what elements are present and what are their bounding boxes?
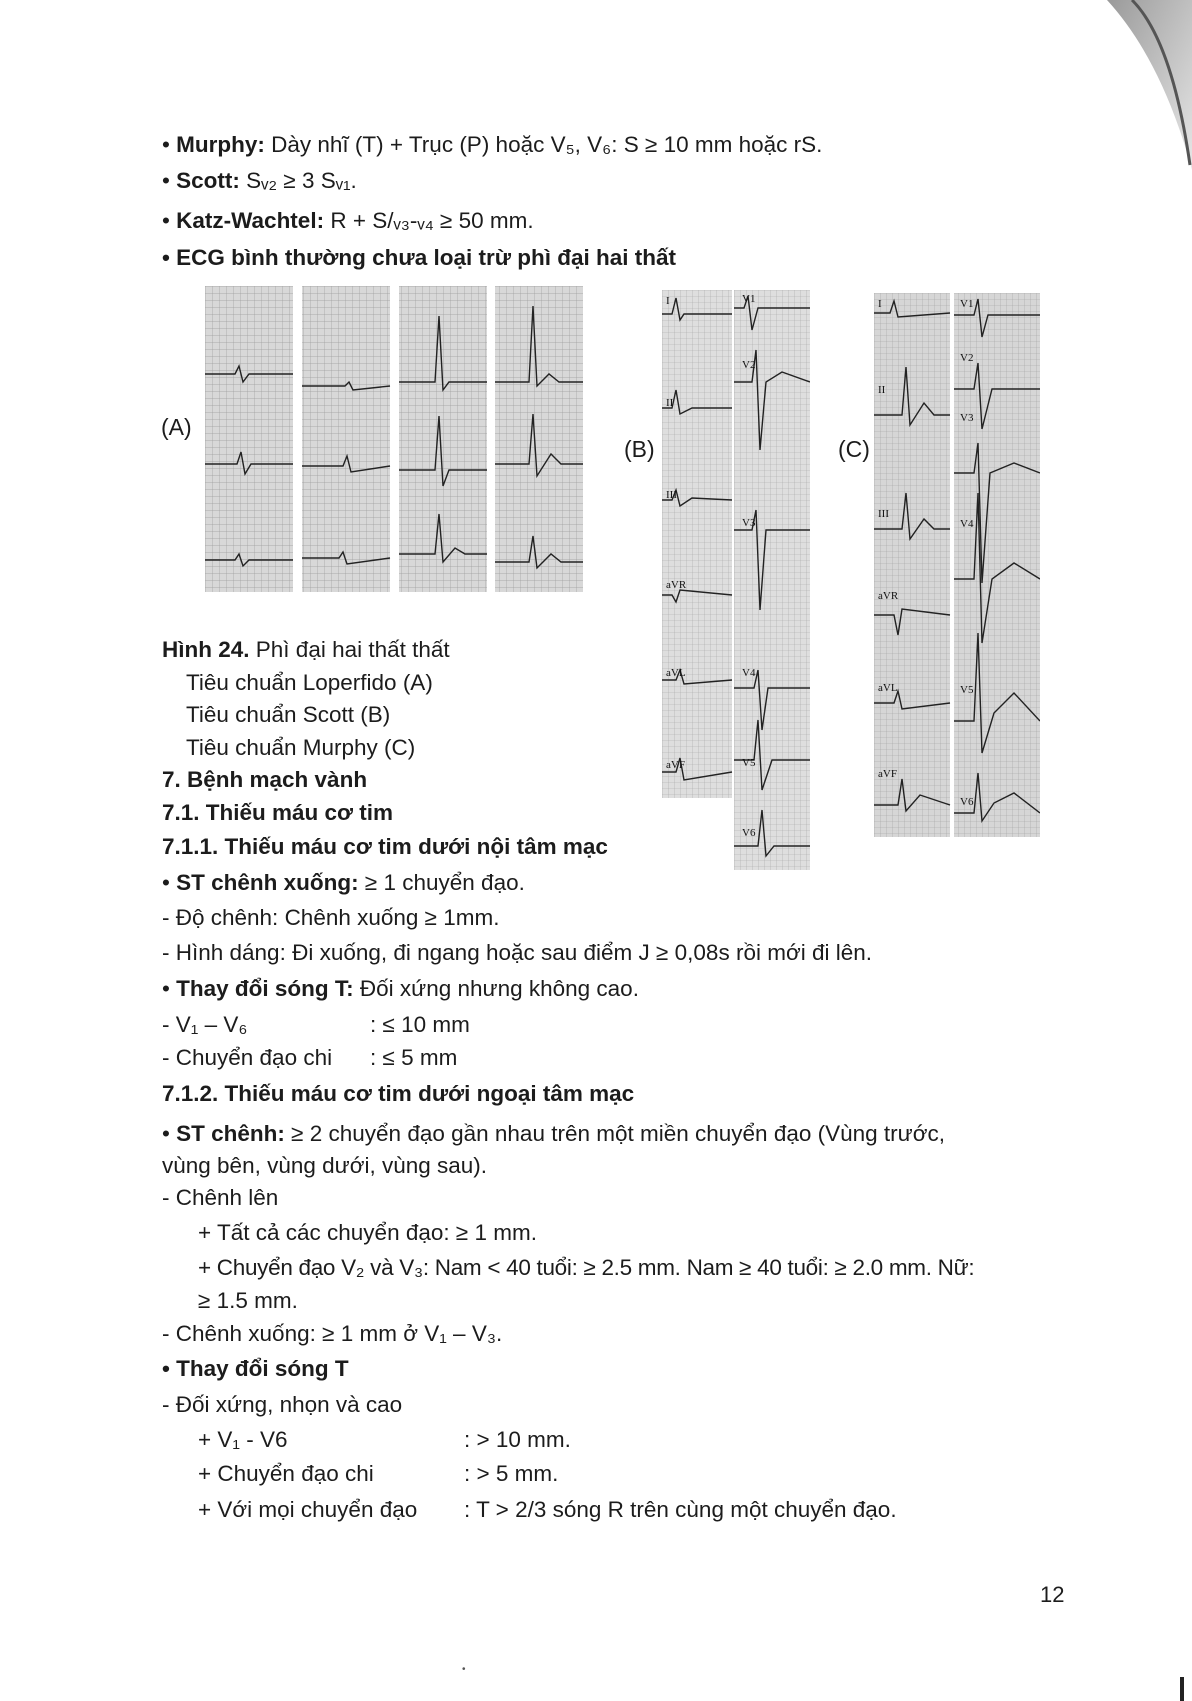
row-chi: + Chuyển đạo chi : > 5 mm.	[198, 1461, 559, 1486]
row-v1v6: + V₁ - V6 : > 10 mm.	[198, 1427, 571, 1452]
ecg-c-lead-5: III	[878, 508, 889, 520]
ecg-c-lead-9: V5	[960, 684, 974, 696]
ecg-figure-c	[874, 293, 1040, 837]
ecg-b-lead-8: V4	[742, 667, 756, 679]
st-depression: • ST chênh xuống: ≥ 1 chuyển đạo.	[162, 870, 525, 895]
ecg-b-lead-1: V1	[742, 293, 756, 305]
v2v3-criteria-cont: ≥ 1.5 mm.	[198, 1288, 298, 1313]
page-number: 12	[1040, 1582, 1065, 1607]
ecg-c-lead-6: V4	[960, 518, 974, 530]
section-711-title: 7.1.1. Thiếu máu cơ tim dưới nội tâm mạc	[162, 834, 608, 859]
ecg-c-lead-2: V2	[960, 352, 974, 364]
scan-dot: •	[462, 1664, 466, 1675]
criteria-note: • ECG bình thường chưa loại trừ phì đại hai thất	[162, 245, 677, 270]
ecg-b-lead-5: V3	[742, 517, 756, 529]
st-elevation: • ST chênh: ≥ 2 chuyển đạo gần nhau trên một miền chuyển đạo (Vùng trước,	[162, 1121, 945, 1146]
figure-label-a: (A)	[161, 414, 192, 440]
row-moi: + Với mọi chuyển đạo : T > 2/3 sóng R trên cùng một chuyển đạo.	[198, 1497, 897, 1522]
v2v3-criteria: + Chuyển đạo V₂ và V₃: Nam < 40 tuổi: ≥ 2.5 mm. Nam ≥ 40 tuổi: ≥ 2.0 mm. Nữ:	[198, 1255, 975, 1280]
ecg-c-lead-11: V6	[960, 796, 974, 808]
ecg-b-lead-10: V5	[742, 757, 756, 769]
figure-label-b: (B)	[624, 436, 655, 462]
figure-label-c: (C)	[838, 436, 870, 462]
chenh-xuong: - Chênh xuống: ≥ 1 mm ở V₁ – V₃.	[162, 1321, 503, 1346]
t-wave-change: • Thay đổi sóng T: Đối xứng nhưng không cao.	[162, 976, 639, 1001]
chenh-len: - Chênh lên	[162, 1185, 279, 1210]
page-curl-shadow	[1052, 0, 1192, 180]
figure-caption: Hình 24. Phì đại hai thất thất	[162, 637, 450, 662]
ecg-c-lead-4: V3	[960, 412, 974, 424]
scan-edge-mark	[1180, 1677, 1184, 1701]
ecg-c-lead-3: II	[878, 384, 886, 396]
t-wave-change-2: • Thay đổi sóng T	[162, 1356, 349, 1381]
ecg-b-lead-0: I	[666, 295, 670, 307]
caption-a: Tiêu chuẩn Loperfido (A)	[186, 670, 433, 695]
section-712-title: 7.1.2. Thiếu máu cơ tim dưới ngoại tâm mạc	[162, 1081, 635, 1106]
section-71-title: 7.1. Thiếu máu cơ tim	[162, 800, 394, 825]
ecg-c-lead-1: V1	[960, 298, 974, 310]
st-elevation-cont: vùng bên, vùng dưới, vùng sau).	[162, 1153, 488, 1178]
ecg-b-lead-7: aVL	[666, 667, 686, 679]
ecg-figure-b	[662, 290, 810, 870]
doi-xung: - Đối xứng, nhọn và cao	[162, 1392, 403, 1417]
ecg-b-lead-11: V6	[742, 827, 756, 839]
caption-c: Tiêu chuẩn Murphy (C)	[186, 735, 416, 760]
section-7-title: 7. Bệnh mạch vành	[162, 767, 368, 792]
hinh-dang: - Hình dáng: Đi xuống, đi ngang hoặc sau điểm J ≥ 0,08s rồi mới đi lên.	[162, 940, 872, 965]
criteria-murphy: • Murphy: Dày nhĩ (T) + Trục (P) hoặc V₅, V₆: S ≥ 10 mm hoặc rS.	[162, 132, 823, 157]
ecg-b-lead-4: III	[666, 489, 677, 501]
chi-row: - Chuyển đạo chi : ≤ 5 mm	[162, 1045, 458, 1070]
criteria-katz: • Katz-Wachtel: R + S/ᵥ₃-ᵥ₄ ≥ 50 mm.	[162, 208, 534, 233]
ecg-b-lead-9: aVF	[666, 759, 685, 771]
ecg-b-lead-6: aVR	[666, 579, 687, 591]
ecg-c-lead-10: aVF	[878, 768, 897, 780]
ecg-figure-a	[205, 286, 583, 592]
tat-ca: + Tất cả các chuyển đạo: ≥ 1 mm.	[198, 1220, 537, 1245]
do-chenh: - Độ chênh: Chênh xuống ≥ 1mm.	[162, 905, 500, 930]
ecg-c-lead-0: I	[878, 298, 882, 310]
v1v6-row: - V₁ – V₆ : ≤ 10 mm	[162, 1012, 470, 1037]
ecg-b-lead-2: V2	[742, 359, 756, 371]
ecg-b-lead-3: II	[666, 397, 674, 409]
criteria-scott: • Scott: Sᵥ₂ ≥ 3 Sᵥ₁.	[162, 168, 357, 193]
ecg-c-lead-7: aVR	[878, 590, 899, 602]
caption-b: Tiêu chuẩn Scott (B)	[186, 702, 391, 727]
ecg-c-lead-8: aVL	[878, 682, 898, 694]
